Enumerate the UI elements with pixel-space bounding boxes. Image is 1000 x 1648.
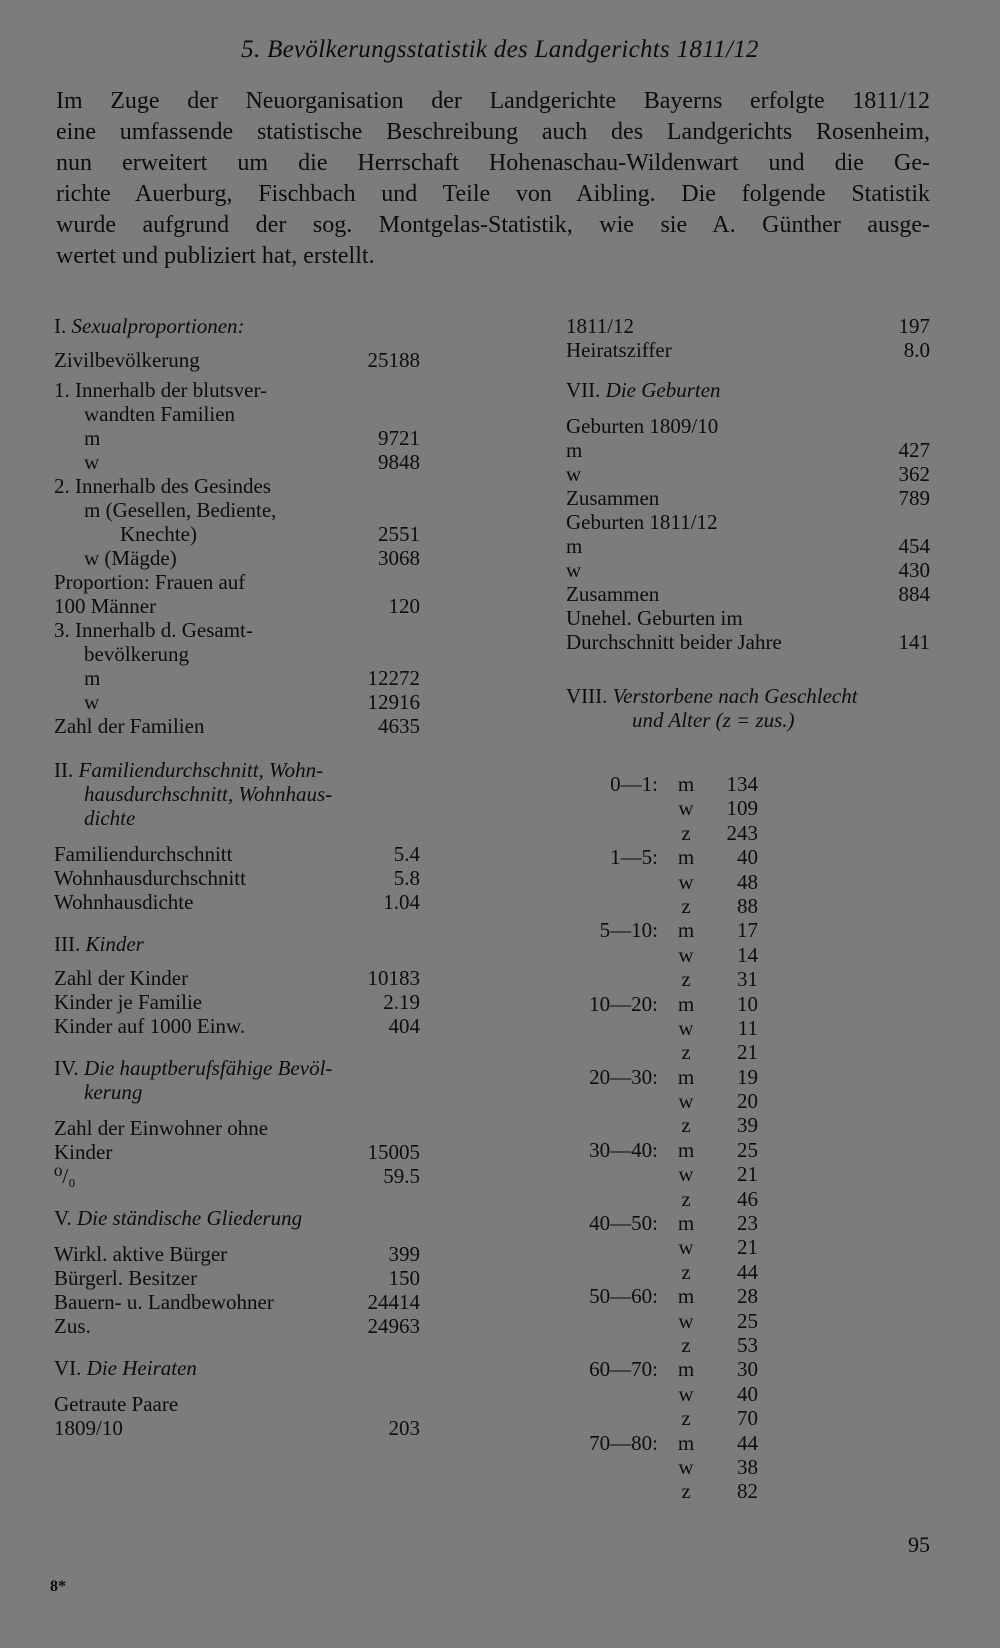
sex-label: m [677, 1357, 695, 1382]
sex-label: w [678, 942, 694, 967]
stat-value: 12272 [367, 666, 420, 690]
stat-text [54, 618, 420, 642]
signature-mark: 8* [50, 1578, 66, 1595]
intro-line: wertet und publiziert hat, erstellt. [56, 243, 375, 269]
stat-value: 454 [898, 534, 930, 558]
mortality-row [566, 1479, 758, 1503]
stat-row [54, 426, 420, 450]
stat-row [54, 1014, 420, 1038]
stat-value: 59.5 [383, 1164, 420, 1188]
section-title: Die ständische Gliederung [76, 1206, 303, 1230]
stat-row [54, 714, 420, 738]
stat-row [54, 866, 420, 890]
stat-label: Wohnhausdichte [54, 890, 194, 914]
stat-label: Zusammen [566, 582, 660, 606]
stat-label: wandten Familien [84, 402, 236, 426]
sex-label: m [677, 1211, 695, 1236]
sex-label: m [677, 1064, 695, 1089]
stat-text [54, 474, 420, 498]
stat-value: 362 [898, 462, 930, 486]
sex-label: w [678, 1015, 694, 1040]
mortality-row [566, 1089, 758, 1113]
death-count: 46 [737, 1186, 758, 1211]
age-group-label: 0—1: [610, 772, 658, 796]
age-group-label [566, 796, 658, 820]
stat-label: 3. Innerhalb d. Gesamt- [54, 618, 253, 642]
sex-label: m [677, 1430, 695, 1455]
stat-value: 1.04 [383, 890, 420, 914]
stat-label: Getraute Paare [54, 1392, 179, 1416]
stat-label: m [84, 426, 101, 450]
section-title: Die Geburten [605, 378, 721, 402]
stat-row [54, 348, 420, 372]
section-heading-hauptberufsfaehige [54, 1056, 420, 1080]
stat-label: Familiendurchschnitt [54, 842, 233, 866]
age-group-label [566, 943, 658, 967]
age-group-label: 60—70: [589, 1357, 658, 1382]
death-count: 20 [737, 1089, 758, 1114]
section-heading-verstorbene [566, 684, 930, 708]
sex-label: m [677, 991, 695, 1016]
death-count: 10 [737, 991, 758, 1016]
stat-row [54, 1164, 420, 1188]
stat-label: Kinder je Familie [54, 990, 203, 1014]
section-title: Familiendurchschnitt, Wohn- [78, 758, 324, 782]
age-group-label: 20—30: [589, 1064, 658, 1089]
stat-row [54, 1242, 420, 1266]
section-title-line [54, 782, 420, 806]
stat-label: Zusammen [566, 486, 660, 510]
stat-label: Geburten 1811/12 [566, 510, 718, 534]
stat-text [566, 510, 930, 534]
age-group-label [566, 870, 658, 894]
section-title: Sexualproportionen: [71, 314, 245, 338]
mortality-row [566, 1284, 758, 1308]
section-heading-sexualproportionen [54, 314, 420, 338]
intro-line: Im Zuge der Neuorganisation der Landgerichte Bayerns erfolgte 1811/12 [56, 88, 930, 114]
sex-label: z [681, 1113, 691, 1138]
mortality-row [566, 796, 758, 820]
section-title: Die Heiraten [86, 1356, 197, 1380]
stat-row [54, 522, 420, 546]
sex-label: m [677, 845, 695, 870]
sex-label: w [678, 1381, 694, 1406]
death-count: 44 [737, 1259, 758, 1284]
age-group-label: 1—5: [610, 845, 658, 870]
age-group-label: 30—40: [589, 1137, 658, 1162]
death-count: 21 [737, 1235, 758, 1260]
death-count: 40 [737, 1381, 758, 1406]
age-group-label [566, 1260, 658, 1284]
age-group-label [566, 1455, 658, 1479]
mortality-row [566, 943, 758, 967]
mortality-row [566, 992, 758, 1016]
sex-label: z [681, 1332, 691, 1357]
mortality-row [566, 1260, 758, 1284]
sex-label: w [678, 869, 694, 894]
age-group-label [566, 1382, 658, 1406]
page-title: 5. Bevölkerungsstatistik des Landgerichts 1811/12 [241, 36, 759, 63]
intro-line: richte Auerburg, Fischbach und Teile von Aibling. Die folgende Statistik [56, 181, 930, 207]
mortality-table [566, 772, 758, 1504]
death-count: 48 [737, 869, 758, 894]
stat-label: w [566, 558, 582, 582]
death-count: 44 [737, 1430, 758, 1455]
stat-label: w [84, 690, 100, 714]
death-count: 23 [737, 1211, 758, 1236]
stat-value: 3068 [378, 546, 420, 570]
stat-label: 1. Innerhalb der blutsver- [54, 378, 268, 402]
stat-value: 120 [388, 594, 420, 618]
death-count: 109 [726, 796, 758, 821]
sex-label: m [677, 1137, 695, 1162]
stat-text [54, 378, 420, 402]
stat-label: 1811/12 [566, 314, 635, 338]
death-count: 19 [737, 1064, 758, 1089]
death-count: 25 [737, 1137, 758, 1162]
sex-label: z [681, 1259, 691, 1284]
stat-row [54, 1266, 420, 1290]
death-count: 38 [737, 1454, 758, 1479]
section-title: kerung [84, 1080, 143, 1104]
stat-row [54, 1140, 420, 1164]
stat-value: 24414 [367, 1290, 420, 1314]
sex-label: z [681, 1186, 691, 1211]
section-heading-staendische-gliederung [54, 1206, 420, 1230]
stat-value: 884 [898, 582, 930, 606]
death-count: 82 [737, 1479, 758, 1504]
sex-label: w [678, 796, 694, 821]
death-count: 28 [737, 1284, 758, 1309]
death-count: 21 [737, 1040, 758, 1065]
mortality-row [566, 1187, 758, 1211]
sex-label: w [678, 1235, 694, 1260]
stat-value: 10183 [367, 966, 420, 990]
stat-row [566, 314, 930, 338]
stat-row [566, 534, 930, 558]
age-group-label [566, 1479, 658, 1503]
sex-label: z [681, 1040, 691, 1065]
sex-label: m [677, 918, 695, 943]
section-number: VII. [566, 378, 601, 402]
section-title: Kinder [85, 932, 144, 956]
sex-label: z [681, 1479, 691, 1504]
mortality-row [566, 1040, 758, 1064]
section-heading-heiraten [54, 1356, 420, 1380]
death-count: 21 [737, 1162, 758, 1187]
mortality-row [566, 1431, 758, 1455]
death-count: 17 [737, 918, 758, 943]
stat-label: Zahl der Kinder [54, 966, 189, 990]
section-number: I. [54, 314, 67, 338]
intro-line: eine umfassende statistische Beschreibung auch des Landgerichts Rosenheim, [56, 119, 930, 145]
age-group-label [566, 1016, 658, 1040]
intro-line: wurde aufgrund der sog. Montgelas-Statistik, wie sie A. Günther ausge- [56, 212, 930, 238]
age-group-label [566, 1113, 658, 1137]
age-group-label [566, 1089, 658, 1113]
death-count: 11 [737, 1015, 758, 1040]
stat-label: Bürgerl. Besitzer [54, 1266, 198, 1290]
age-group-label: 50—60: [589, 1284, 658, 1309]
stat-label: Wohnhausdurchschnitt [54, 866, 246, 890]
stat-row [566, 582, 930, 606]
age-group-label [566, 967, 658, 991]
age-group-label [566, 1309, 658, 1333]
stat-row [54, 890, 420, 914]
mortality-row [566, 1406, 758, 1430]
stat-value: 15005 [367, 1140, 420, 1164]
death-count: 39 [737, 1113, 758, 1138]
age-group-label [566, 1187, 658, 1211]
stat-row [54, 1416, 420, 1440]
section-heading-kinder [54, 932, 420, 956]
sex-label: w [678, 1454, 694, 1479]
mortality-row [566, 1309, 758, 1333]
stat-label: bevölkerung [84, 642, 189, 666]
intro-line: nun erweitert um die Herrschaft Hohenaschau-Wildenwart und die Ge- [56, 150, 930, 176]
sex-label: w [678, 1162, 694, 1187]
stat-label: Zus. [54, 1314, 91, 1338]
stat-label: Unehel. Geburten im [566, 606, 743, 630]
stat-value: 427 [898, 438, 930, 462]
mortality-row [566, 1065, 758, 1089]
stat-value: 2551 [378, 522, 420, 546]
stat-label: Bauern- u. Landbewohner [54, 1290, 274, 1314]
stat-value: 197 [898, 314, 930, 338]
stat-label: w [566, 462, 582, 486]
section-number: VI. [54, 1356, 82, 1380]
stat-row [54, 1314, 420, 1338]
sex-label: w [678, 1308, 694, 1333]
page-number: 95 [908, 1532, 930, 1557]
mortality-row [566, 1138, 758, 1162]
death-count: 30 [737, 1357, 758, 1382]
mortality-row [566, 1382, 758, 1406]
sex-label: z [681, 1406, 691, 1431]
section-number: V. [54, 1206, 72, 1230]
right-column [566, 314, 930, 732]
section-title: Verstorbene nach Geschlecht [612, 684, 858, 708]
stat-label: Heiratsziffer [566, 338, 672, 362]
stat-row [566, 558, 930, 582]
stat-value: 8.0 [903, 338, 930, 362]
stat-label: Durchschnitt beider Jahre [566, 630, 782, 654]
stat-value: 789 [898, 486, 930, 510]
stat-row [54, 546, 420, 570]
stat-row [566, 338, 930, 362]
death-count: 25 [737, 1308, 758, 1333]
section-number: IV. [54, 1056, 79, 1080]
stat-value: 2.19 [383, 990, 420, 1014]
mortality-row [566, 1357, 758, 1381]
stat-text [54, 498, 420, 522]
section-title: und Alter (z = zus.) [632, 708, 795, 732]
mortality-row [566, 772, 758, 796]
stat-value: 141 [898, 630, 930, 654]
mortality-row [566, 1016, 758, 1040]
stat-label: m [566, 534, 583, 558]
stat-label: 100 Männer [54, 594, 157, 618]
sex-label: z [681, 820, 691, 845]
death-count: 70 [737, 1406, 758, 1431]
sex-label: m [677, 772, 695, 796]
stat-text [54, 1392, 420, 1416]
stat-row [54, 450, 420, 474]
age-group-label: 10—20: [589, 991, 658, 1016]
age-group-label [566, 894, 658, 918]
mortality-row [566, 967, 758, 991]
stat-label: ⁰/₀ [54, 1164, 76, 1188]
mortality-row [566, 1235, 758, 1259]
section-title: Die hauptberufsfähige Bevöl- [83, 1056, 333, 1080]
sex-label: z [681, 893, 691, 918]
stat-row [54, 594, 420, 618]
sex-label: w [678, 1089, 694, 1114]
age-group-label [566, 1040, 658, 1064]
stat-text [54, 642, 420, 666]
death-count: 14 [737, 942, 758, 967]
section-title: dichte [84, 806, 136, 830]
stat-label: Geburten 1809/10 [566, 414, 719, 438]
stat-value: 150 [388, 1266, 420, 1290]
stat-row [54, 666, 420, 690]
stat-row [54, 690, 420, 714]
stat-label: 2. Innerhalb des Gesindes [54, 474, 271, 498]
left-column [54, 314, 420, 1440]
stat-value: 404 [388, 1014, 420, 1038]
mortality-row [566, 1113, 758, 1137]
stat-row [566, 630, 930, 654]
stat-label: m [566, 438, 583, 462]
age-group-label: 5—10: [599, 918, 658, 943]
stat-label: Wirkl. aktive Bürger [54, 1242, 228, 1266]
stat-row [54, 1290, 420, 1314]
mortality-row [566, 1162, 758, 1186]
age-group-label [566, 1162, 658, 1186]
section-number: III. [54, 932, 81, 956]
stat-value: 399 [388, 1242, 420, 1266]
stat-value: 203 [388, 1416, 420, 1440]
section-title-line [54, 1080, 420, 1104]
stat-label: Kinder auf 1000 Einw. [54, 1014, 246, 1038]
mortality-row [566, 1455, 758, 1479]
stat-row [566, 462, 930, 486]
stat-value: 25188 [367, 348, 420, 372]
mortality-row [566, 845, 758, 869]
stat-row [54, 990, 420, 1014]
death-count: 31 [737, 967, 758, 992]
stat-text [566, 414, 930, 438]
stat-value: 12916 [367, 690, 420, 714]
age-group-label: 70—80: [589, 1430, 658, 1455]
death-count: 40 [737, 845, 758, 870]
section-heading-geburten [566, 378, 930, 402]
death-count: 243 [726, 820, 758, 845]
death-count: 88 [737, 893, 758, 918]
stat-row [54, 842, 420, 866]
stat-value: 430 [898, 558, 930, 582]
mortality-row [566, 870, 758, 894]
stat-label: Zahl der Familien [54, 714, 205, 738]
age-group-label: 40—50: [589, 1211, 658, 1236]
stat-label: m (Gesellen, Bediente, [84, 498, 277, 522]
age-group-label [566, 1235, 658, 1259]
stat-label: Knechte) [120, 522, 197, 546]
stat-value: 4635 [378, 714, 420, 738]
stat-text [54, 570, 420, 594]
mortality-row [566, 894, 758, 918]
intro-paragraph [56, 86, 930, 272]
mortality-row [566, 1333, 758, 1357]
stat-label: w [84, 450, 100, 474]
sex-label: m [677, 1284, 695, 1309]
mortality-row [566, 821, 758, 845]
sex-label: z [681, 967, 691, 992]
death-count: 53 [737, 1332, 758, 1357]
age-group-label [566, 821, 658, 845]
stat-label: Zahl der Einwohner ohne [54, 1116, 269, 1140]
stat-value: 5.4 [393, 842, 420, 866]
death-count: 134 [726, 772, 758, 796]
section-title-line [566, 708, 930, 732]
section-number: VIII. [566, 684, 608, 708]
section-title-line [54, 806, 420, 830]
stat-label: Proportion: Frauen auf [54, 570, 246, 594]
stat-label: Zivilbevölkerung [54, 348, 200, 372]
mortality-row [566, 918, 758, 942]
stat-text [566, 606, 930, 630]
mortality-row [566, 1211, 758, 1235]
stat-label: Kinder [54, 1140, 113, 1164]
stat-text [54, 402, 420, 426]
stat-value: 24963 [367, 1314, 420, 1338]
stat-row [566, 438, 930, 462]
stat-row [54, 966, 420, 990]
stat-value: 5.8 [393, 866, 420, 890]
stat-row [566, 486, 930, 510]
stat-value: 9848 [378, 450, 420, 474]
section-title: hausdurchschnitt, Wohnhaus- [84, 782, 333, 806]
section-heading-durchschnitt [54, 758, 420, 782]
age-group-label [566, 1406, 658, 1430]
stat-value: 9721 [378, 426, 420, 450]
section-number: II. [54, 758, 74, 782]
stat-label: w (Mägde) [84, 546, 177, 570]
stat-text [54, 1116, 420, 1140]
stat-label: m [84, 666, 101, 690]
age-group-label [566, 1333, 658, 1357]
stat-label: 1809/10 [54, 1416, 123, 1440]
